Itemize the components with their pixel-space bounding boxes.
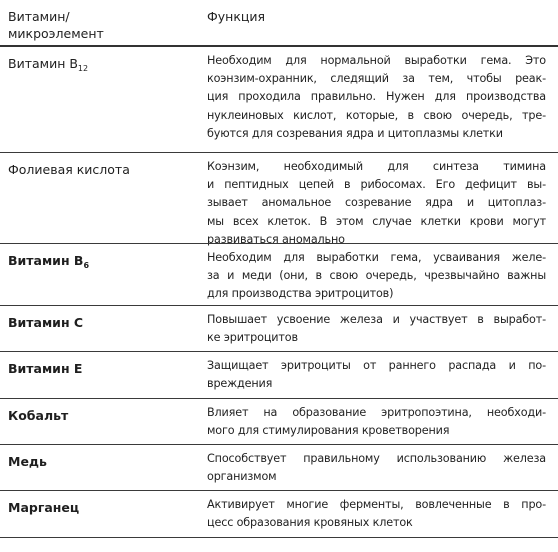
row-label-text: Витамин E	[8, 361, 83, 376]
row-function-line: за и меди (они, в свою очередь, чрезвычайно важны	[207, 269, 546, 283]
row-divider	[0, 243, 558, 244]
header-col-function: Функция	[207, 9, 266, 24]
row-label	[8, 453, 183, 470]
row-label-subscript: 12	[77, 64, 89, 72]
row-divider	[0, 537, 558, 538]
row-function-text	[207, 496, 546, 532]
row-divider	[0, 490, 558, 491]
row-function-line: Защищает эритроциты от раннего распада и по-	[207, 359, 546, 372]
row-function-line: развиваться аномально	[207, 232, 345, 246]
row-function-line: Необходим для нормальной выработки гема. Это	[207, 54, 546, 67]
row-divider	[0, 305, 558, 306]
row-function-line: зывает аномальное созревание ядра и цитоплаз-	[207, 196, 546, 210]
row-label	[8, 252, 183, 269]
row-label	[8, 407, 183, 424]
row-function-line: мого для стимулирования кроветворения	[207, 424, 450, 438]
header-col-nutrient-line-1: Витамин/	[8, 9, 70, 24]
row-divider	[0, 351, 558, 352]
row-function-text	[207, 357, 546, 393]
row-function-line: Влияет на образование эритропоэтина, необходи-	[207, 406, 546, 419]
row-label-text: Фолиевая кислота	[8, 162, 130, 177]
row-label-text: Витамин B	[8, 253, 84, 268]
row-function-line: вреждения	[207, 377, 273, 391]
row-label	[8, 55, 183, 72]
row-function-line: мы всех клеток. В этом случае клетки крови могут	[207, 214, 546, 228]
header-col-nutrient	[8, 8, 183, 42]
row-function-line: Повышает усвоение железа и участвует в выработ-	[207, 313, 546, 326]
row-function-line: нуклеиновых кислот, которые, в свою очередь, тре-	[207, 108, 546, 122]
row-function-line: организмом	[207, 470, 277, 484]
header-divider	[0, 45, 558, 47]
row-label	[8, 360, 183, 377]
row-function-text	[207, 52, 546, 143]
row-function-line: Необходим для выработки гема, усваивания желе-	[207, 251, 546, 264]
row-divider	[0, 152, 558, 153]
row-label	[8, 161, 183, 178]
row-function-line: буются для созревания ядра и цитоплазмы клетки	[207, 126, 503, 140]
row-function-text	[207, 450, 546, 486]
row-label	[8, 499, 183, 516]
row-function-line: цесс образования кровяных клеток	[207, 516, 413, 530]
header-col-nutrient-line-2: микроэлемент	[8, 26, 104, 41]
row-function-line: Активирует многие ферменты, вовлеченные в про-	[207, 498, 546, 511]
row-label-text: Витамин C	[8, 315, 84, 330]
row-label-text: Кобальт	[8, 408, 69, 423]
row-function-text	[207, 404, 546, 440]
row-function-line: и пептидных цепей в рибосомах. Его дефицит вы-	[207, 178, 546, 192]
row-function-line: для производства эритроцитов)	[207, 287, 394, 301]
row-label-text: Медь	[8, 454, 47, 469]
row-function-line: Коэнзим, необходимый для синтеза тимина	[207, 160, 546, 173]
row-divider	[0, 398, 558, 399]
row-function-text	[207, 311, 546, 347]
row-function-text	[207, 158, 546, 249]
row-function-text	[207, 249, 546, 304]
row-function-line: ция проходила правильно. Нужен для производства	[207, 90, 546, 104]
row-function-line: коэнзим-охранник, следящий за тем, чтобы реак-	[207, 72, 546, 86]
row-function-line: ке эритроцитов	[207, 331, 298, 345]
row-label	[8, 314, 183, 331]
row-label-text: Марганец	[8, 500, 80, 515]
row-label-subscript: 6	[83, 261, 90, 269]
row-label-text: Витамин B	[8, 56, 78, 71]
row-function-line: Способствует правильному использованию железа	[207, 452, 546, 465]
row-divider	[0, 444, 558, 445]
